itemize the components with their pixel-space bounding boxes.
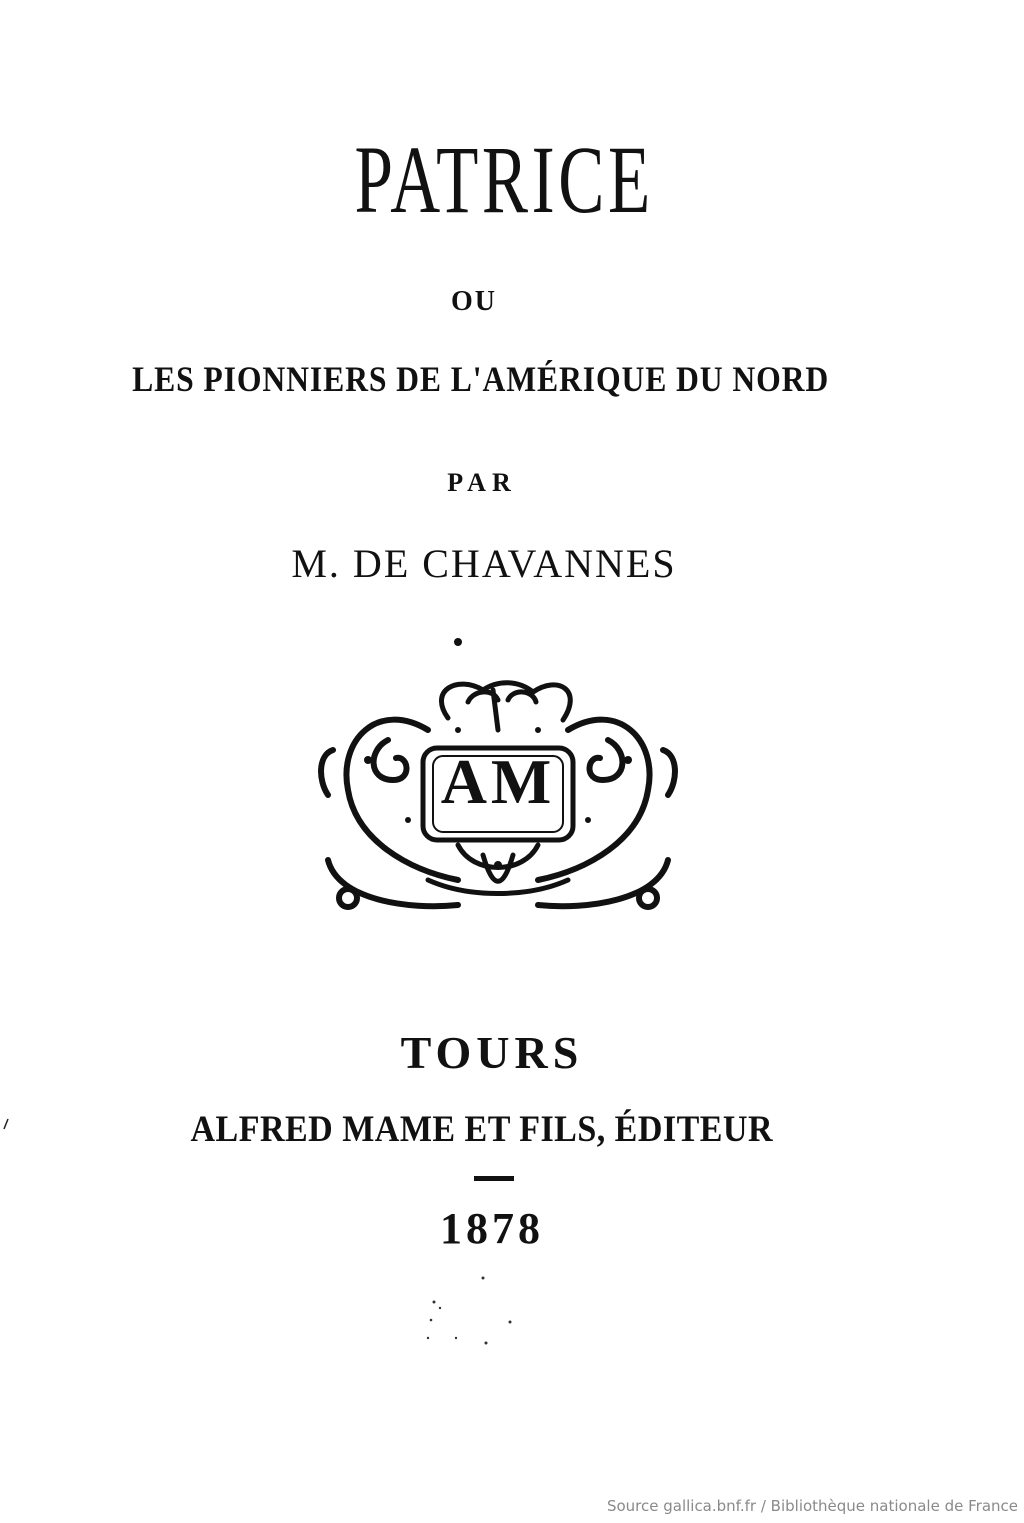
book-subtitle: LES PIONNIERS DE L'AMÉRIQUE DU NORD [132,359,830,399]
ink-specks-icon [410,1270,530,1350]
publication-city: TOURS [400,1027,584,1078]
divider-rule [474,1176,514,1181]
by-label: PAR [447,468,517,497]
title-conjunction: OU [451,286,497,317]
publication-year: 1878 [440,1204,544,1253]
author-name: M. DE CHAVANNES [291,541,677,586]
publisher-name: ALFRED MAME ET FILS, ÉDITEUR [190,1109,774,1150]
margin-mark-icon [2,1118,10,1130]
source-attribution: Source gallica.bnf.fr / Bibliothèque nationale de France [606,1497,1018,1515]
book-title: PATRICE [354,126,654,233]
ornament-monogram: AM [440,746,556,817]
